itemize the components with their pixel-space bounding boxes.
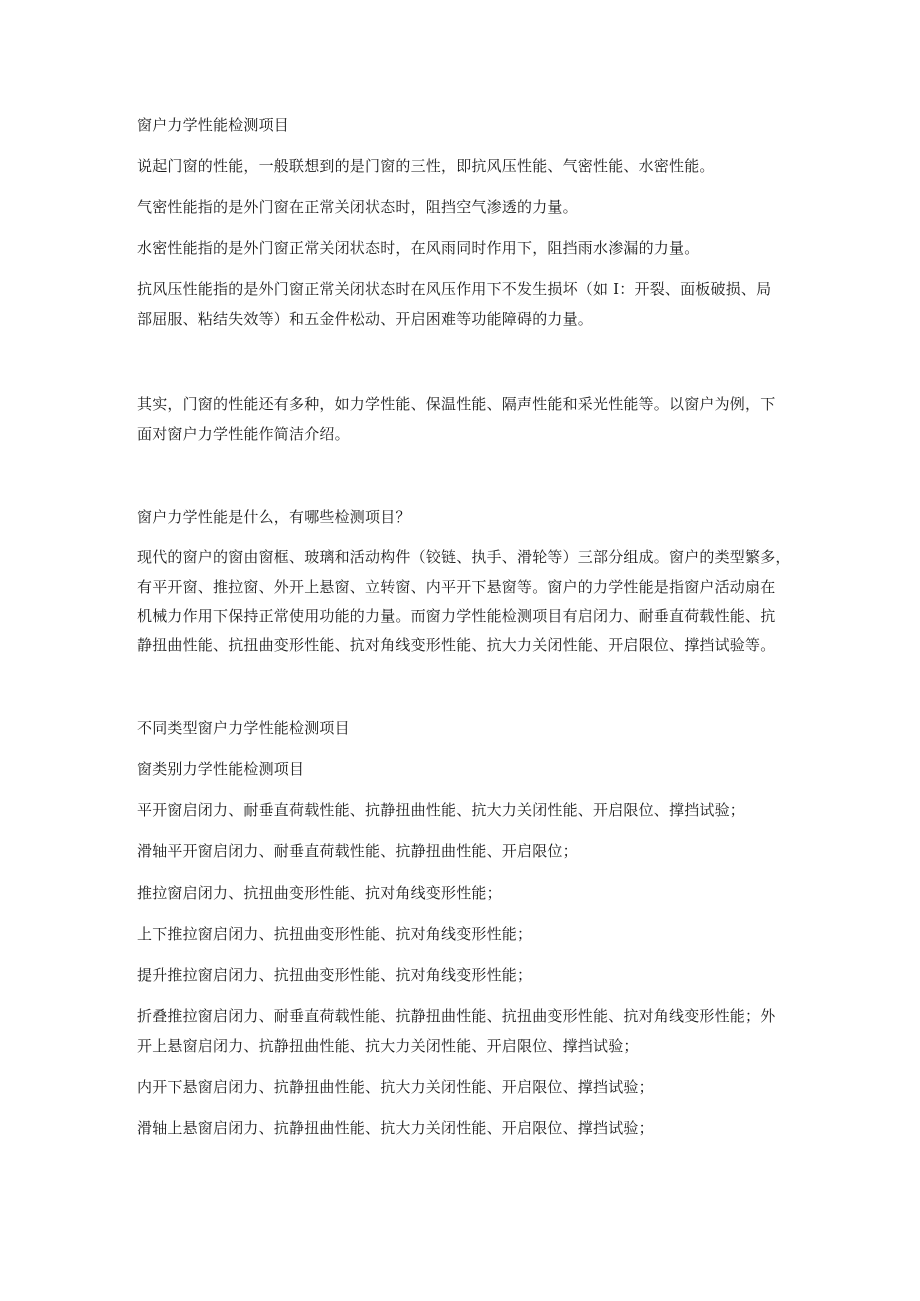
paragraph-definition-line-2: 有平开窗、推拉窗、外开上悬窗、立转窗、内平开下悬窗等。窗户的力学性能是指窗户活动扇在 (137, 578, 776, 596)
list-item-vertical-sliding: 上下推拉窗启闭力、抗扭曲变形性能、抗对角线变形性能； (137, 925, 533, 943)
paragraph-wind-pressure-line-1: 抗风压性能指的是外门窗正常关闭状态时在风压作用下不发生损坏（如 I：开裂、面板破损、局 (137, 280, 772, 298)
list-item-sliding: 推拉窗启闭力、抗扭曲变形性能、抗对角线变形性能； (137, 884, 502, 902)
paragraph-definition-line-1: 现代的窗户的窗由窗框、玻璃和活动构件（铰链、执手、滑轮等）三部分组成。窗户的类型繁多， (137, 548, 791, 566)
list-item-bottom-hung: 内开下悬窗启闭力、抗静扭曲性能、抗大力关闭性能、开启限位、撑挡试验； (137, 1078, 654, 1096)
list-item-lift-sliding: 提升推拉窗启闭力、抗扭曲变形性能、抗对角线变形性能； (137, 966, 533, 984)
paragraph-watertightness: 水密性能指的是外门窗正常关闭状态时，在风雨同时作用下，阻挡雨水渗漏的力量。 (137, 239, 700, 257)
paragraph-wind-pressure-line-2: 部屈服、粘结失效等）和五金件松动、开启困难等功能障碍的力量。 (137, 310, 594, 328)
paragraph-three-properties: 说起门窗的性能，一般联想到的是门窗的三性，即抗风压性能、气密性能、水密性能。 (137, 157, 715, 175)
paragraph-definition-line-3: 机械力作用下保持正常使用功能的力量。而窗力学性能检测项目有启闭力、耐垂直荷载性能、抗 (137, 607, 776, 625)
list-item-folding-line-2: 开上悬窗启闭力、抗静扭曲性能、抗大力关闭性能、开启限位、撑挡试验； (137, 1037, 639, 1055)
paragraph-other-performance-line-2: 面对窗户力学性能作简洁介绍。 (137, 425, 350, 443)
section-heading-window-mechanics: 窗户力学性能检测项目 (137, 116, 290, 134)
table-header: 窗类别力学性能检测项目 (137, 760, 305, 778)
paragraph-definition-line-4: 静扭曲性能、抗扭曲变形性能、抗对角线变形性能、抗大力关闭性能、开启限位、撑挡试验等。 (137, 636, 776, 654)
list-item-sliding-casement: 滑轴平开窗启闭力、耐垂直荷载性能、抗静扭曲性能、开启限位； (137, 842, 578, 860)
list-item-sliding-top-hung: 滑轴上悬窗启闭力、抗静扭曲性能、抗大力关闭性能、开启限位、撑挡试验； (137, 1119, 654, 1137)
paragraph-other-performance-line-1: 其实，门窗的性能还有多种，如力学性能、保温性能、隔声性能和采光性能等。以窗户为例，下 (137, 395, 776, 413)
paragraph-airtightness: 气密性能指的是外门窗在正常关闭状态时，阻挡空气渗透的力量。 (137, 198, 578, 216)
list-item-folding-line-1: 折叠推拉窗启闭力、耐垂直荷载性能、抗静扭曲性能、抗扭曲变形性能、抗对角线变形性能；外 (137, 1007, 776, 1025)
list-item-casement: 平开窗启闭力、耐垂直荷载性能、抗静扭曲性能、抗大力关闭性能、开启限位、撑挡试验； (137, 801, 746, 819)
section-heading-window-types: 不同类型窗户力学性能检测项目 (137, 719, 350, 737)
section-heading-question: 窗户力学性能是什么，有哪些检测项目？ (137, 508, 411, 526)
